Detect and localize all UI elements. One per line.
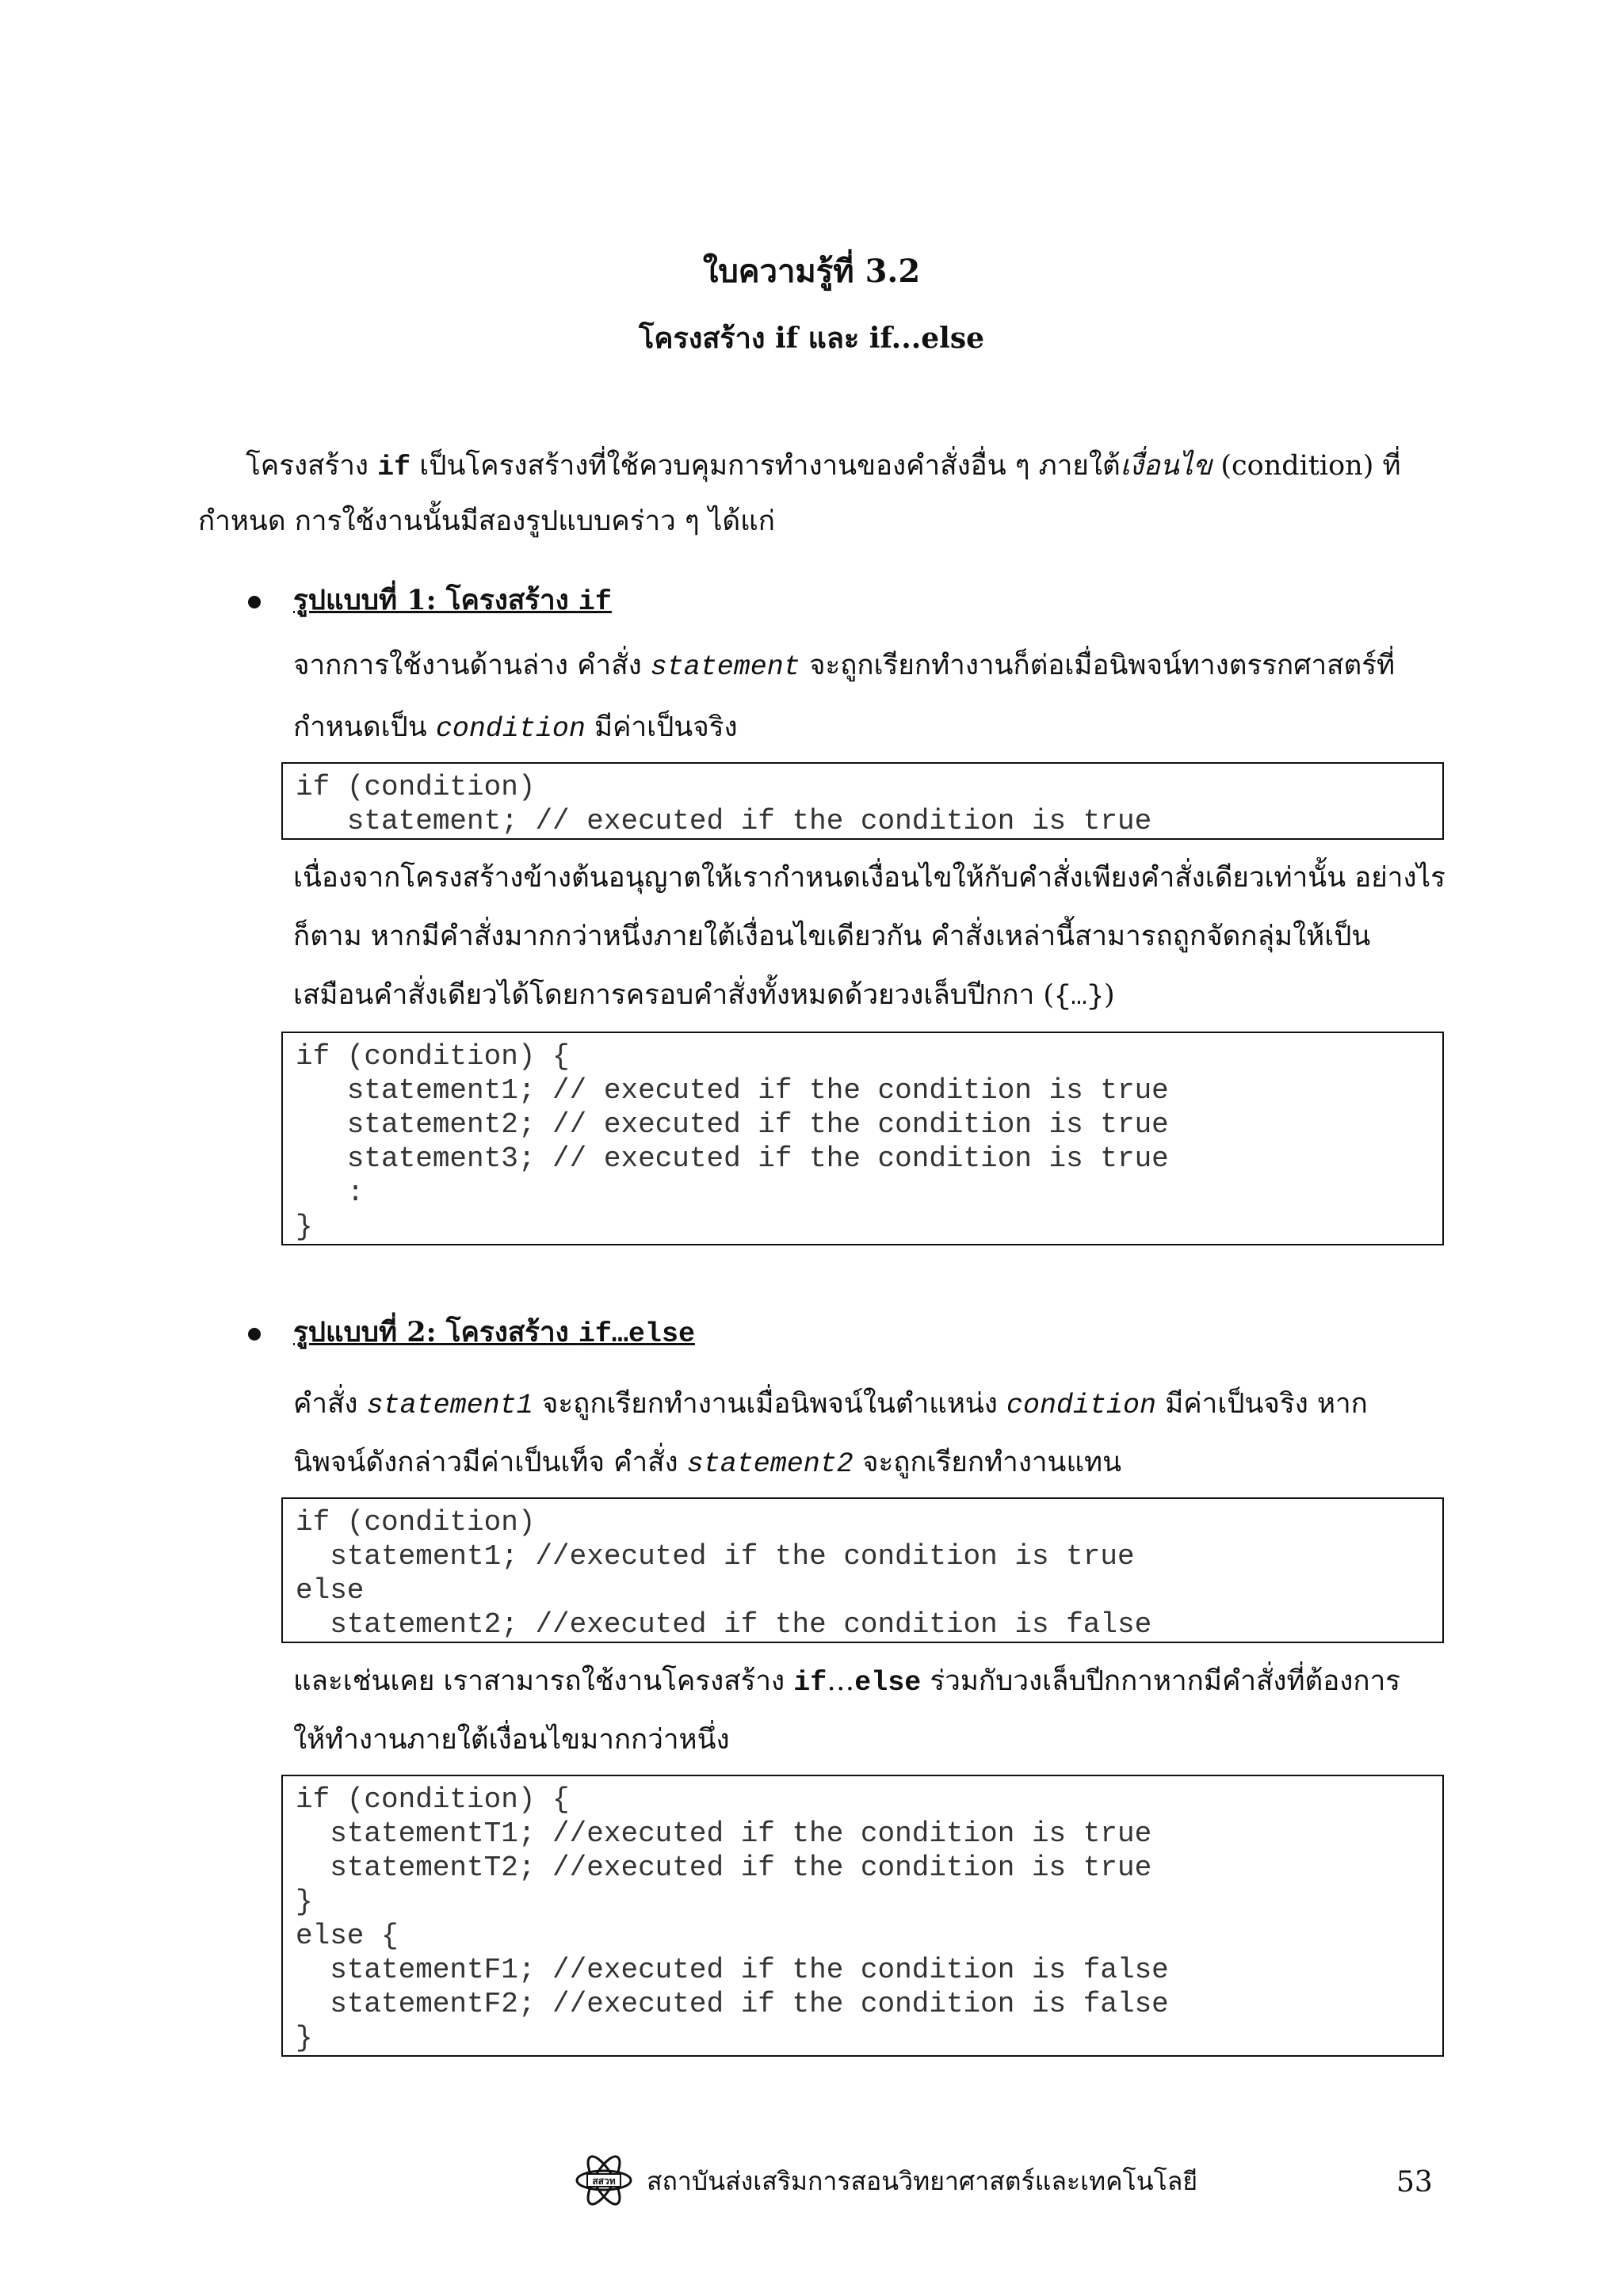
code-line: if (condition) xyxy=(296,1506,536,1539)
desc-text: มีค่าเป็นจริง หาก xyxy=(1156,1388,1368,1420)
desc-text: นิพจน์ดังกล่าวมีค่าเป็นเท็จ คำสั่ง xyxy=(293,1447,687,1478)
note-keyword: else xyxy=(854,1667,922,1699)
page-title: ใบความรู้ที่ 3.2 xyxy=(702,253,921,290)
code-line: else { xyxy=(296,1920,399,1952)
desc-text: จะถูกเรียกทำงานเมื่อนิพจน์ในตำแหน่ง xyxy=(533,1388,1007,1420)
desc-code: statement1 xyxy=(366,1390,533,1421)
code-block-if-else xyxy=(281,1497,1444,1643)
desc-text: กำหนดเป็น xyxy=(293,711,436,743)
section2-heading-text: รูปแบบที่ 2: โครงสร้าง xyxy=(293,1316,579,1348)
desc-text: จะถูกเรียกทำงานก็ต่อเมื่อนิพจน์ทางตรรกศาสตร์ที่ xyxy=(800,650,1396,681)
code-line: } xyxy=(296,1211,313,1243)
ipst-logo-icon xyxy=(574,2150,634,2210)
code-line: else xyxy=(296,1574,365,1607)
intro-keyword-if: if xyxy=(377,452,411,483)
code-line: statement3; // executed if the condition is true xyxy=(296,1142,1169,1175)
code-line: if (condition) { xyxy=(296,1783,570,1816)
note-keyword: if xyxy=(793,1667,827,1699)
section1-note-line-1: เนื่องจากโครงสร้างข้างต้นอนุญาตให้เรากำหนดเงื่อนไขให้กับคำสั่งเพียงคำสั่งเดียวเท่านั้น อย่างไร xyxy=(293,862,1445,894)
code-line: statement1; //executed if the condition is true xyxy=(296,1540,1135,1573)
note-text: เสมือนคำสั่งเดียวได้โดยการครอบคำสั่งทั้งหมดด้วยวงเล็บปีกกา ( xyxy=(293,979,1055,1011)
section1-note-line-2: ก็ตาม หากมีคำสั่งมากกว่าหนึ่งภายใต้เงื่อนไขเดียวกัน คำสั่งเหล่านี้สามารถถูกจัดกลุ่มให้เป็น xyxy=(293,921,1371,952)
code-line: statementF2; //executed if the condition is false xyxy=(296,1988,1169,2020)
bullet-icon xyxy=(248,596,261,608)
desc-text: จากการใช้งานด้านล่าง คำสั่ง xyxy=(293,650,651,681)
code-line: statementT1; //executed if the condition is true xyxy=(296,1817,1152,1850)
note-text: ) xyxy=(1104,979,1115,1011)
code-line: statement2; // executed if the condition is true xyxy=(296,1108,1169,1141)
code-block-if-else-braces xyxy=(281,1775,1444,2057)
code-block-if-braces xyxy=(281,1032,1444,1245)
section1-heading-keyword: if xyxy=(578,586,612,618)
code-line: if (condition) xyxy=(296,771,536,803)
desc-text: มีค่าเป็นจริง xyxy=(585,711,738,743)
note-text: และเช่นเคย เราสามารถใช้งานโครงสร้าง xyxy=(293,1665,794,1697)
intro-line-2: กำหนด การใช้งานนั้นมีสองรูปแบบคร่าว ๆ ได้แก่ xyxy=(198,505,775,537)
intro-text: เป็นโครงสร้างที่ใช้ควบคุมการทำงานของคำสั่งอื่น ๆ ภายใต้ xyxy=(411,450,1121,482)
code-line: : xyxy=(296,1177,365,1209)
code-line: statementF1; //executed if the condition is false xyxy=(296,1954,1169,1986)
desc-code: statement2 xyxy=(686,1448,854,1480)
desc-code: statement xyxy=(650,651,800,683)
section1-desc-line-2 xyxy=(293,702,738,754)
code-line: statement; // executed if the condition is true xyxy=(296,805,1152,837)
note-code: {…} xyxy=(1054,981,1105,1013)
section1-desc-line-1 xyxy=(293,640,1395,692)
intro-italic-condition: เงื่อนไข xyxy=(1120,450,1212,482)
section1-heading xyxy=(293,575,612,627)
desc-text: คำสั่ง xyxy=(293,1388,367,1420)
section2-heading xyxy=(293,1307,695,1360)
section2-note-line-1 xyxy=(293,1656,1400,1708)
section2-note-line-2: ให้ทำงานภายใต้เงื่อนไขมากกว่าหนึ่ง xyxy=(293,1724,730,1756)
institute-name: สถาบันส่งเสริมการสอนวิทยาศาสตร์และเทคโนโลยี xyxy=(647,2166,1198,2196)
code-line: statementT2; //executed if the condition is true xyxy=(296,1852,1152,1884)
intro-line-1 xyxy=(246,441,1401,493)
section2-heading-keyword: if…else xyxy=(578,1318,695,1350)
code-block-if xyxy=(281,762,1444,840)
code-line: statement2; //executed if the condition is false xyxy=(296,1608,1152,1641)
page-subtitle: โครงสร้าง if และ if...else xyxy=(638,322,985,355)
intro-text: (condition) ที่ xyxy=(1212,450,1401,482)
section2-desc-line-2 xyxy=(293,1437,1121,1489)
note-text: ร่วมกับวงเล็บปีกกาหากมีคำสั่งที่ต้องการ xyxy=(921,1665,1401,1697)
bullet-icon xyxy=(248,1328,261,1341)
desc-code: condition xyxy=(1006,1390,1157,1421)
intro-text: โครงสร้าง xyxy=(246,450,378,482)
code-line: statement1; // executed if the condition is true xyxy=(296,1074,1169,1107)
code-line: } xyxy=(296,2022,313,2054)
note-text: … xyxy=(827,1665,855,1697)
section1-note-line-3 xyxy=(293,970,1115,1022)
section2-desc-line-1 xyxy=(293,1379,1368,1431)
desc-code: condition xyxy=(435,713,586,745)
code-line: } xyxy=(296,1886,313,1918)
page-number: 53 xyxy=(1396,2166,1433,2199)
desc-text: จะถูกเรียกทำงานแทน xyxy=(853,1447,1122,1478)
section1-heading-text: รูปแบบที่ 1: โครงสร้าง xyxy=(293,584,579,616)
code-line: if (condition) { xyxy=(296,1040,570,1073)
ipst-logo-text: สสวท xyxy=(592,2176,616,2187)
